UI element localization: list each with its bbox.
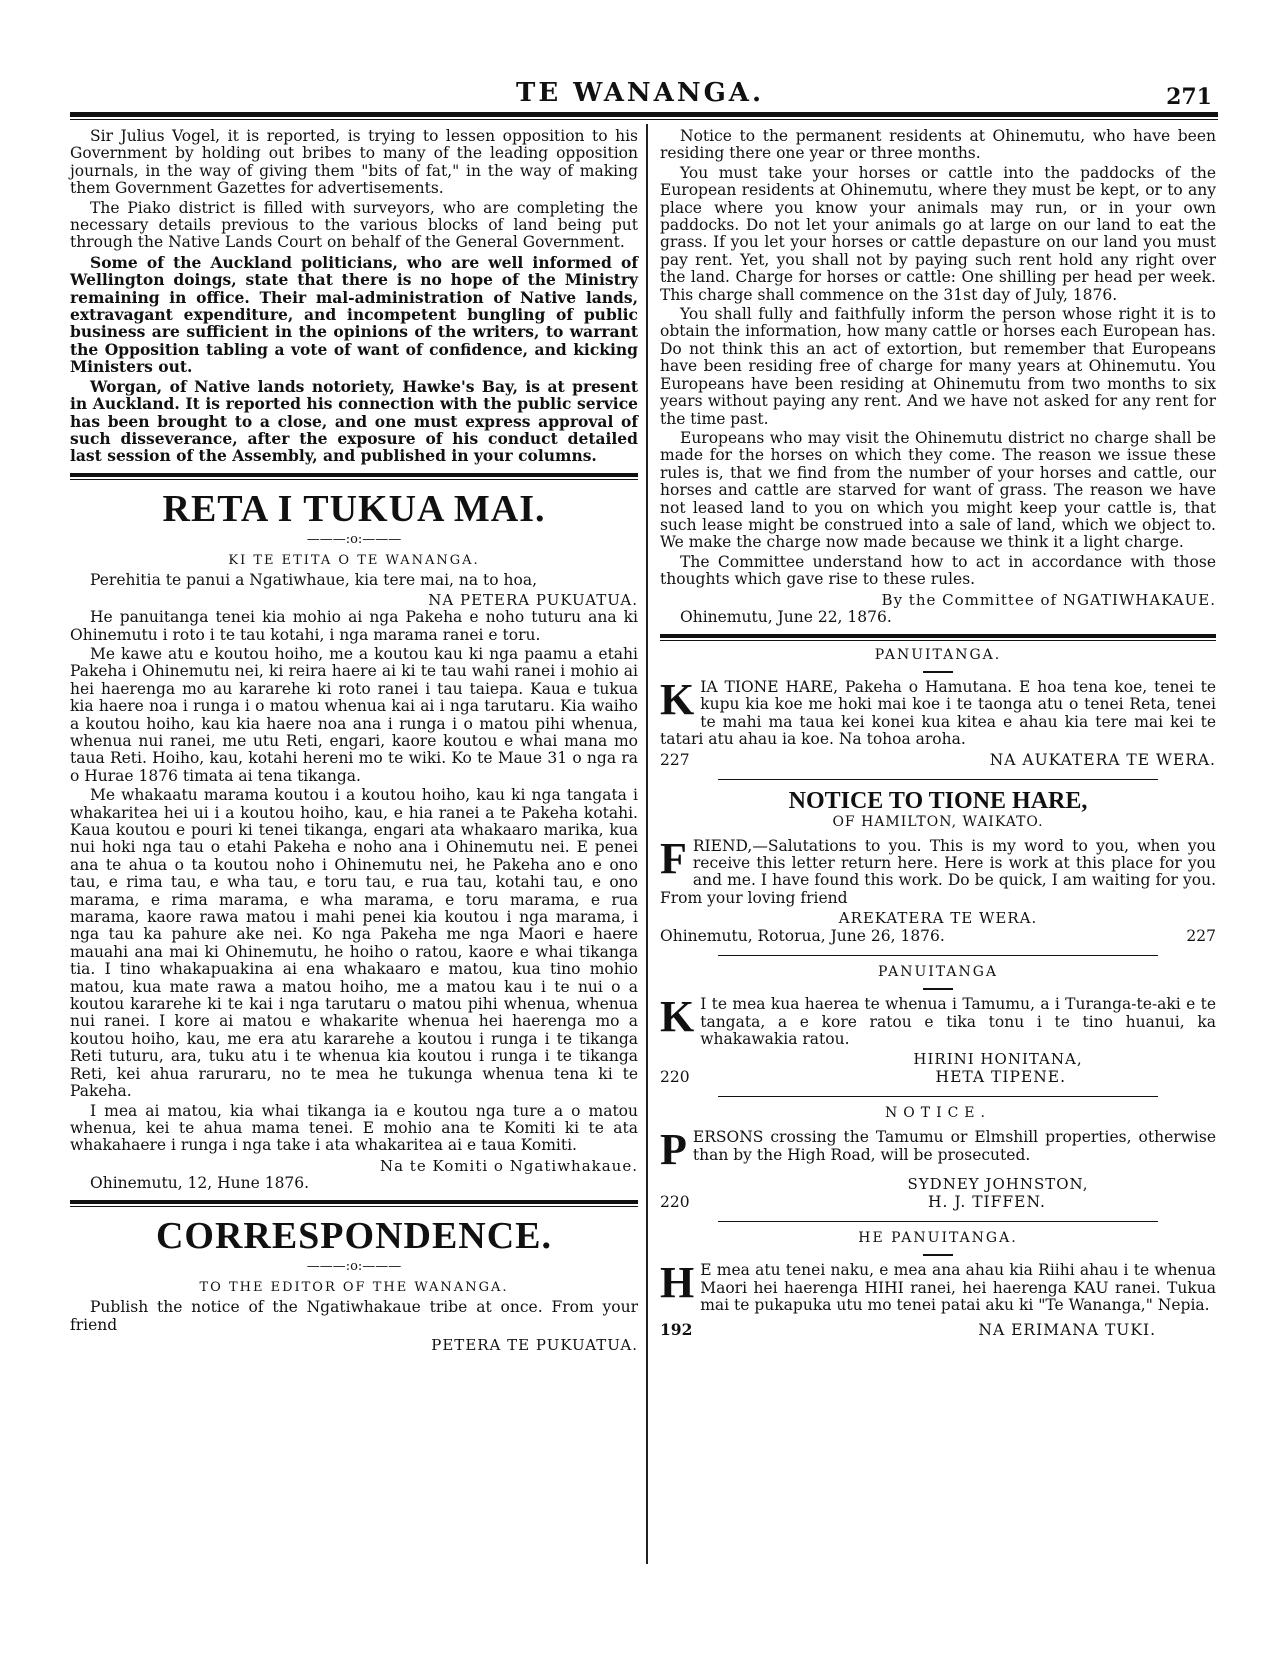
section-rule bbox=[70, 473, 638, 477]
news-paragraph: Worgan, of Native lands notoriety, Hawke's Bay, is at present in Auckland. It is reported his connection with the public service has been brought to a close, and one must express approval of such disseverance, after the exposure of his conduct detailed last session of the Assembly, and published in your columns. bbox=[70, 376, 638, 466]
panuitanga-title: PANUITANGA bbox=[877, 964, 999, 981]
panuitanga-signature: HIRINI HONITANA, bbox=[913, 1050, 1083, 1069]
panuitanga-body: I te mea kua haerea te whenua i Tamumu, a i Turanga-te-aki e te tangata, a e kore ratou e tika tonu i te tino huanui, ka whakawakia ratou. bbox=[700, 995, 1216, 1049]
section-rule-thin bbox=[70, 1206, 638, 1207]
notice-tione-body: RIEND,—Salutations to you. This is my word to you, when you receive this letter return here. Here is work at this place for you and me. I have found this work. Do be quick, I am waiting for you. From your loving friend bbox=[660, 836, 1216, 907]
news-paragraph: The Piako district is filled with surveyors, who are completing the necessary details previous to the various blocks of land being put through the Native Lands Court on behalf of the General Government. bbox=[70, 198, 638, 252]
notice-tione-signature: AREKATERA TE WERA. bbox=[838, 909, 1038, 928]
section-rule bbox=[718, 955, 1158, 956]
section-rule-thin bbox=[660, 640, 1216, 641]
panuitanga-signature: NA AUKATERA TE WERA. bbox=[989, 750, 1216, 769]
section-rule bbox=[718, 1096, 1158, 1097]
reta-heading: RETA I TUKUA MAI. bbox=[162, 487, 546, 530]
advert-number: 227 bbox=[1186, 927, 1216, 946]
notice-signature: By the Committee of NGATIWHAKAUE. bbox=[881, 590, 1216, 609]
notice-signature: H. J. TIFFEN. bbox=[927, 1193, 1046, 1212]
news-paragraph: Sir Julius Vogel, it is reported, is trying to lessen opposition to his Government by holding out bribes to many of the leading opposition journals, in the way of giving them "bits of fat," in the way of making them Government Gazettes for advertisements. bbox=[70, 127, 638, 198]
panuitanga-body: IA TIONE HARE, Pakeha o Hamutana. E hoa tena koe, tenei te kupu kia koe me hoki mai koe i te taonga atu o tenei Reta, tenei te mahi ma taua kei konei kua kitea e ahau kia tere mai kei te tatari atu ahau ia koe. Na tohoa aroha. bbox=[660, 677, 1216, 749]
header-rule bbox=[70, 112, 1218, 117]
advert-number: 227 bbox=[660, 750, 690, 769]
reta-intro: Perehitia te panui a Ngatiwhaue, kia tere mai, na to hoa, bbox=[90, 570, 538, 589]
page-number: 271 bbox=[1166, 84, 1212, 110]
reta-signature: Na te Komiti o Ngatiwhakaue. bbox=[379, 1156, 638, 1175]
drop-cap: K bbox=[660, 674, 695, 724]
advert-number: 192 bbox=[660, 1319, 693, 1339]
notice-tione-heading: NOTICE TO TIONE HARE, bbox=[788, 787, 1088, 814]
reta-addressee: KI TE ETITA O TE WANANGA. bbox=[228, 552, 480, 568]
notice-paragraph: Europeans who may visit the Ohinemutu district no charge shall be made for the horses on which they come. The reason we issue these rules is, that we find from the number of your horses and cattle, our horses and cattle are starved for want of grass. The reason we have not leased land to you on which you might keep your cattle is, that such lease might be construed into a sale of land, which we object to. We make the charge now made because we think it a light charge. bbox=[660, 428, 1216, 552]
notice-tione-subheading: OF HAMILTON, WAIKATO. bbox=[832, 813, 1044, 830]
correspondence-body: Publish the notice of the Ngatiwhakaue tribe at once. From your friend bbox=[70, 1298, 638, 1334]
notice-place-date: Ohinemutu, June 22, 1876. bbox=[680, 607, 892, 626]
panuitanga-signature: HETA TIPENE. bbox=[935, 1068, 1066, 1087]
correspondence-signature: PETERA TE PUKUATUA. bbox=[431, 1335, 638, 1354]
reta-paragraph: He panuitanga tenei kia mohio ai nga Pakeha e noho tuturu ana ki Ohinemutu i roto i te tau kotahi, i nga marama ranei e toru. bbox=[70, 608, 638, 644]
advert-number: 220 bbox=[660, 1193, 690, 1212]
notice-tione-place: Ohinemutu, Rotorua, June 26, 1876. bbox=[660, 927, 945, 946]
section-rule-thin bbox=[70, 479, 638, 480]
reta-paragraph: Me kawe atu e koutou hoiho, me a koutou kau ki nga paamu a etahi Pakeha i Ohinemutu nei, ki reira haere ai ki te tau wahi ranei i mohio ai hei haerenga mo au kararehe ki roto ranei i tau taiepa. Kaua e tukua kia haere noa i runga i o matou whenua kai ai i nga tarutaru. Kia waiho a koutou hoiho, kau kia haere noa ana i runga i o matou pihi whenua, whenua nui ranei, me utu Reti, engari, kaore koutou e whai mana mo taua Reti. Hoiho, kau, kotahi hereni mo te wiki. Ko te Maue 31 o nga ra o Hurae 1876 timata ai tena tikanga. bbox=[70, 644, 638, 785]
drop-cap: F bbox=[660, 833, 687, 883]
reta-place-date: Ohinemutu, 12, Hune 1876. bbox=[90, 1173, 310, 1192]
drop-cap: K bbox=[660, 992, 695, 1042]
separator: ———:o:——— bbox=[306, 531, 402, 547]
he-panuitanga-body: E mea atu tenei naku, e mea ana ahau kia Riihi ahau i te whenua Maori hei haerenga HIHI ranei, hei haerenga KAU ranei. Tukua mai te pukapuka utu mo tenei patai aku ki "Te Wananga," Nepia. bbox=[700, 1261, 1216, 1315]
separator: ———:o:——— bbox=[306, 1259, 402, 1275]
reta-paragraph: Me whakaatu marama koutou i a koutou hoiho, kau ki nga tangata i whakaritea hei ui i a koutou hoiho, kau, e hia ranei a te Pakeha kotahi. Kaua koutou e pouri ki tenei tikanga, engari ata whakaaro marika, kua nui hoki nga tau o etahi Pakeha e noho ana i Ohinemutu nei. E penei ana te ahua o ta koutou noho i Ohinemutu nei, he Pakeha ano e ono tau, e rima tau, e wha tau, e toru tau, e rua tau, kotahi tau, e ono marama, e rima marama, e wha marama, e toru marama, e rua marama, kaore rawa matou i mahi penei kia koutou i nga marama, i nga tau ka pahure ake nei. Ko nga Pakeha me nga Maori e haere mauahi ana mai ki Ohinemutu, he hoiho o ratou, kaore e whai tikanga tia. I tino whakapuakina ai ena whakaaro e matou, kua tino mohio matou, kua mate rawa a matou hoiho, me a matou kau i te nui o a koutou kararehe ki te kai i nga tarutaru o matou pihi whenua, whenua nui ranei. I kore ai matou e whakarite whenua hei haerenga mo a koutou hoiho, kau, me era atu kararehe a koutou i runga i te tikanga Reti tuturu, ara, tuku atu i te whenua kia koutou i runga i te tikanga Reti, kei ahua raruraru, no te mea he tukunga whenua tena ki te Pakeha. bbox=[70, 786, 638, 1101]
reta-intro-signature: NA PETERA PUKUATUA. bbox=[428, 591, 638, 610]
notice-body: ERSONS crossing the Tamumu or Elmshill properties, otherwise than by the High Road, will be prosecuted. bbox=[692, 1128, 1216, 1164]
drop-cap: H bbox=[660, 1258, 695, 1308]
notice-paragraph: You must take your horses or cattle into the paddocks of the European residents at Ohinemutu, where they must be kept, or to any place where you know your animals may run, or in your own paddocks. Do not let your animals go at large on our land to eat the grass. If you let your horses or cattle depasture on our land you must pay rent. Yet, you shall not by paying such rent hold any right over the land. Charge for horses or cattle: One shilling per head per week. This charge shall commence on the 31st day of July, 1876. bbox=[660, 163, 1216, 304]
title-dash bbox=[923, 671, 953, 673]
he-panuitanga-signature: NA ERIMANA TUKI. bbox=[978, 1320, 1156, 1339]
he-panuitanga-title: HE PANUITANGA. bbox=[858, 1230, 1018, 1247]
notice-title: NOTICE. bbox=[885, 1105, 991, 1122]
notice-paragraph: You shall fully and faithfully inform the person whose right it is to obtain the information, how many cattle or horses each European has. Do not think this an act of extortion, but remember that Europeans have been residing free of charge for many years at Ohinemutu. You Europeans have been residing at Ohinemutu from two months to six years without paying any rent. And we have not asked for any rent for the time past. bbox=[660, 305, 1216, 428]
notice-paragraph: The Committee understand how to act in accordance with those thoughts which gave rise to these rules. bbox=[660, 552, 1216, 589]
notice-paragraph: Notice to the permanent residents at Ohinemutu, who have been residing there one year or three months. bbox=[660, 127, 1216, 163]
newspaper-title: TE WANANGA. bbox=[515, 78, 765, 108]
correspondence-heading: CORRESPONDENCE. bbox=[155, 1215, 553, 1258]
section-rule bbox=[70, 1200, 638, 1204]
reta-paragraph: I mea ai matou, kia whai tikanga ia e koutou nga ture a o matou whenua, kei te ahua mama tenei. E mohio ana te Komiti ki te ata whakahaere i runga i nga take i ata whakaritea ai e taua Komiti. bbox=[70, 1101, 638, 1155]
advert-number: 220 bbox=[660, 1068, 690, 1087]
column-divider bbox=[646, 124, 648, 1564]
title-dash bbox=[923, 988, 953, 990]
section-rule bbox=[718, 779, 1158, 780]
title-dash bbox=[923, 1254, 953, 1256]
left-column bbox=[70, 128, 638, 1354]
notice-signature: SYDNEY JOHNSTON, bbox=[907, 1175, 1089, 1194]
header-rule-thin bbox=[70, 119, 1218, 120]
panuitanga-title: PANUITANGA. bbox=[874, 646, 1002, 663]
right-column bbox=[660, 128, 1216, 1339]
drop-cap: P bbox=[660, 1125, 687, 1175]
section-rule bbox=[718, 1221, 1158, 1222]
news-paragraph: Some of the Auckland politicians, who are well informed of Wellington doings, state that there is no hope of the Ministry remaining in office. Their mal-administration of Native lands, extravagant expenditure, and incompetent bungling of public business are sufficient in the opinions of the writers, to warrant the Opposition tabling a vote of want of confidence, and kicking Ministers out. bbox=[70, 252, 638, 377]
section-rule bbox=[660, 634, 1216, 638]
correspondence-addressee: TO THE EDITOR OF THE WANANGA. bbox=[199, 1280, 509, 1296]
